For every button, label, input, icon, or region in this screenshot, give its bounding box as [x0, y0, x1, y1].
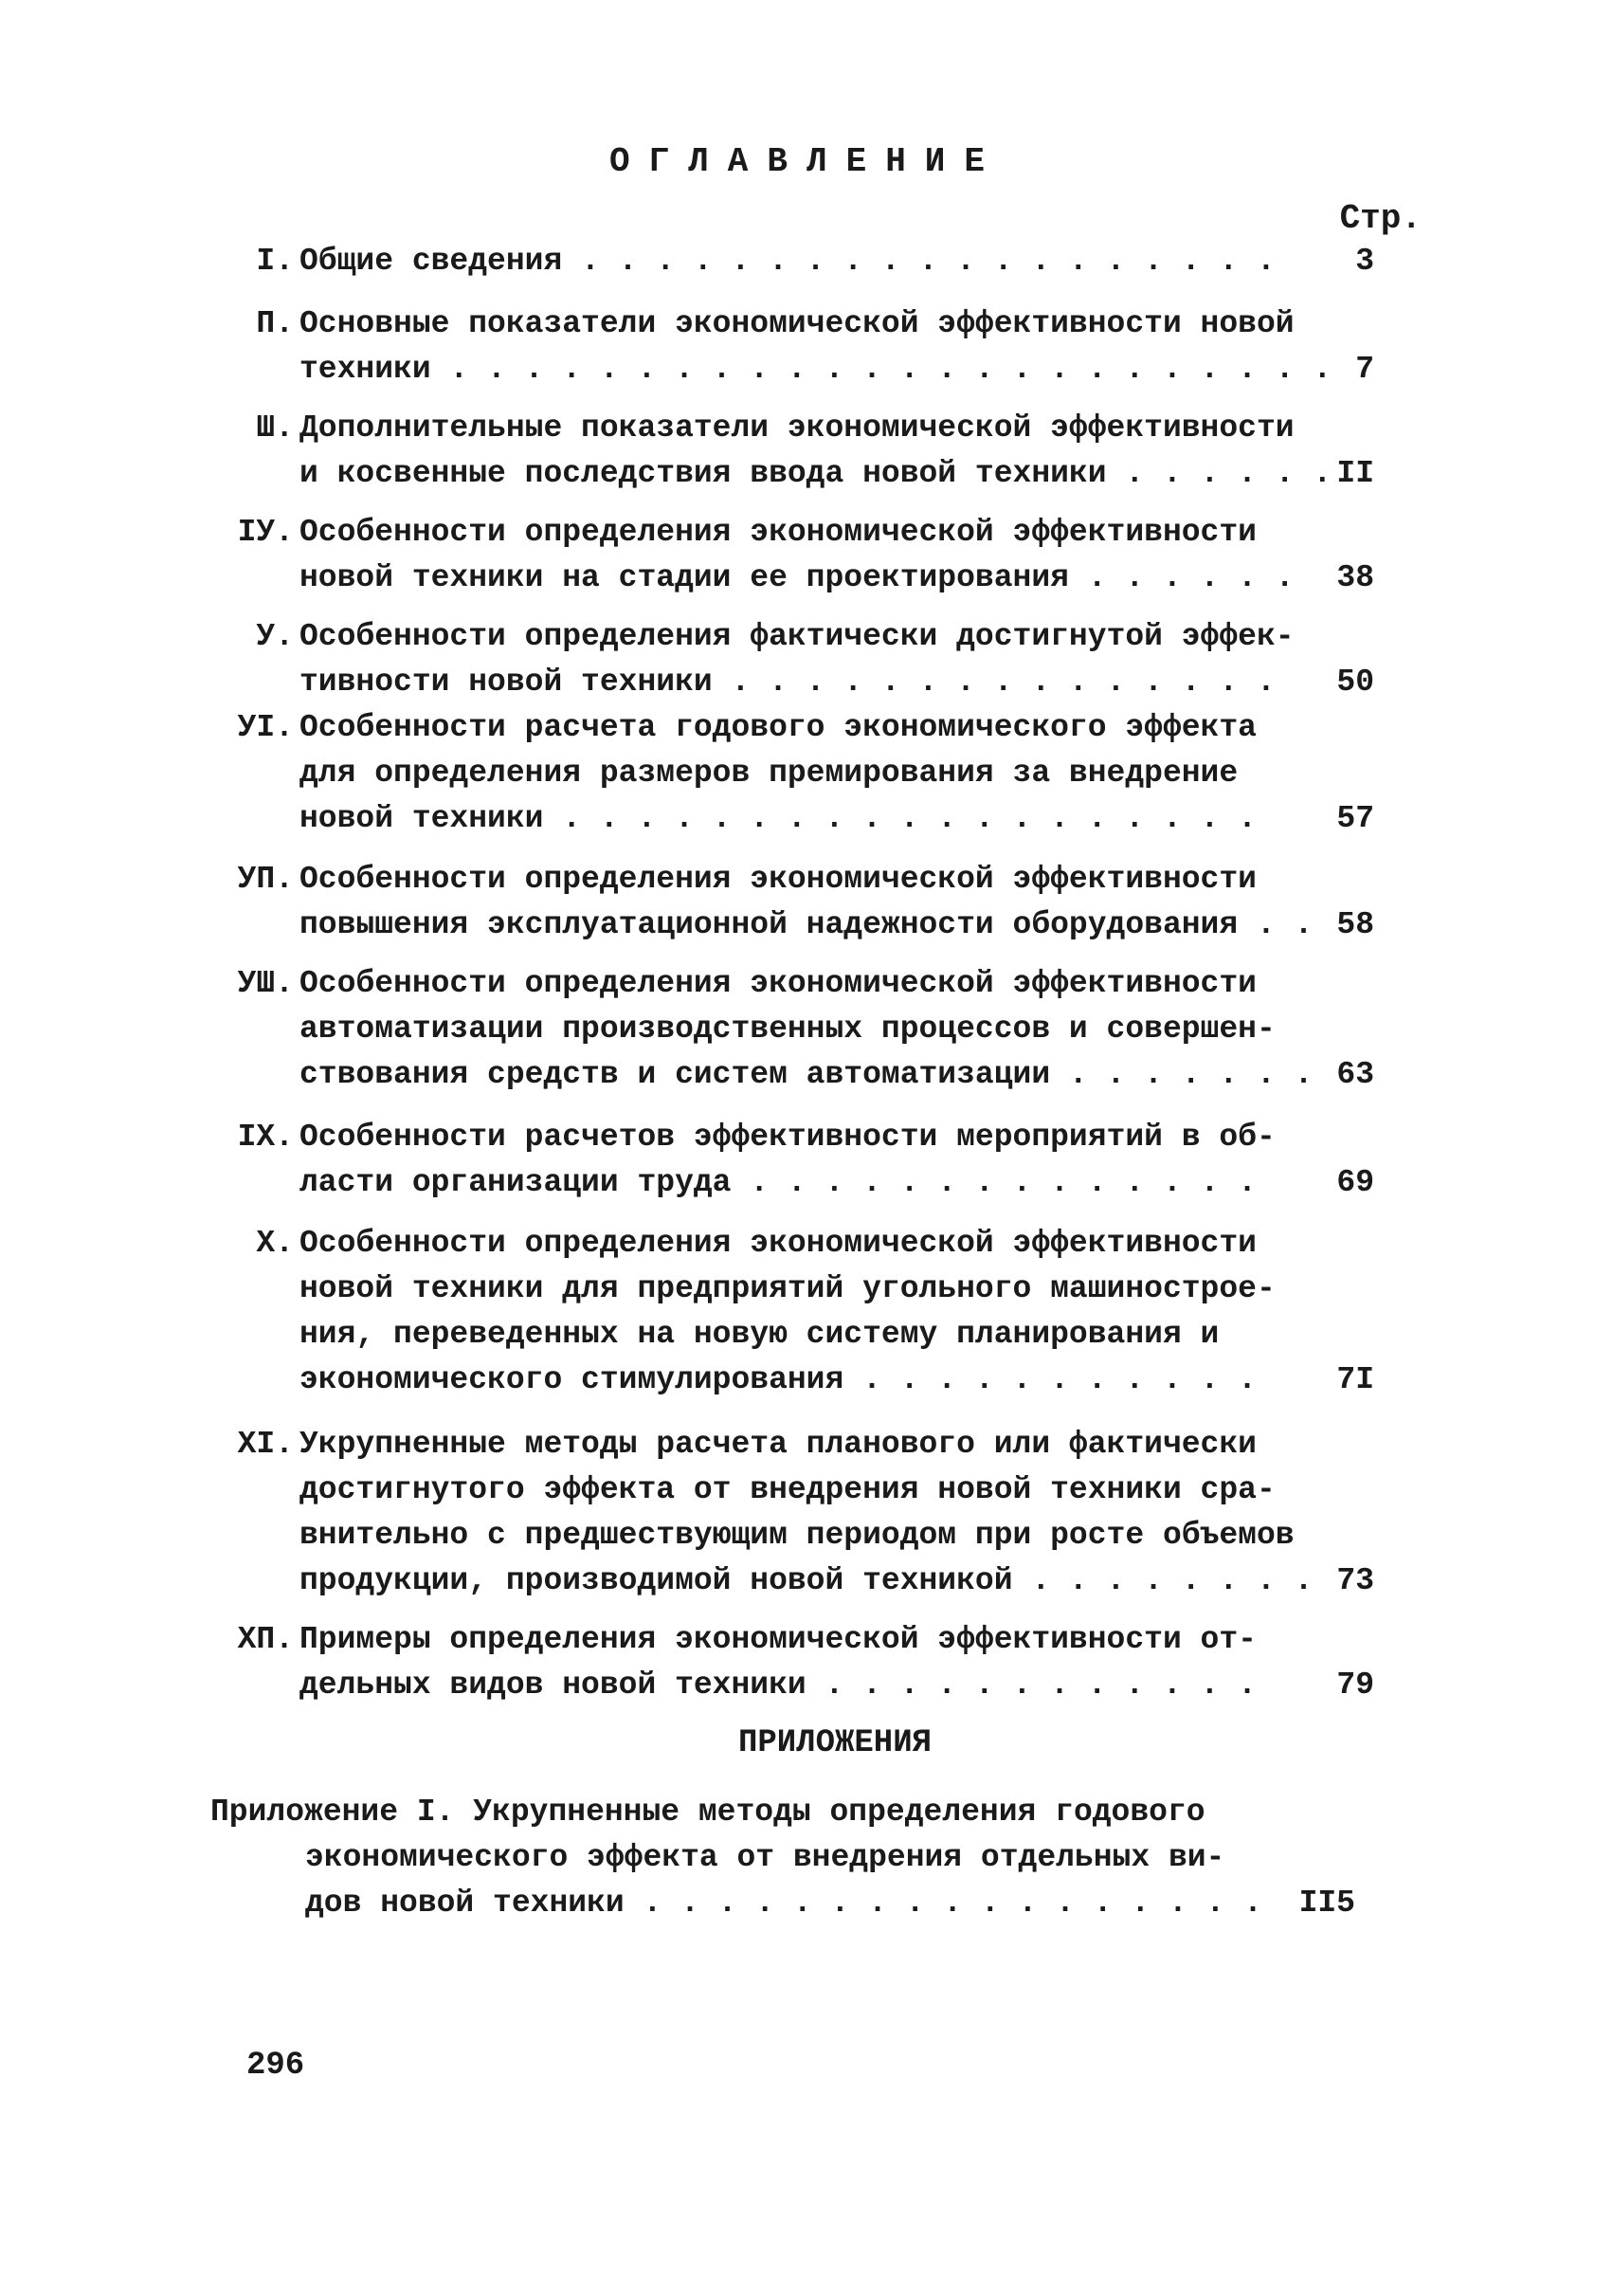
toc-entry-line: Дополнительные показатели экономической эффективности: [299, 410, 1295, 446]
toc-entry-line: Особенности расчетов эффективности мероприятий в об-: [299, 1120, 1276, 1155]
toc-entry-line: дельных видов новой техники . . . . . . . . . . . .: [299, 1667, 1257, 1703]
toc-entry-line: Особенности определения фактически достигнутой эффек-: [299, 619, 1295, 654]
toc-entry-line: новой техники для предприятий угольного машинострое-: [299, 1271, 1276, 1306]
toc-entry-line: Основные показатели экономической эффективности новой: [299, 306, 1295, 341]
toc-entry-page: 3: [1355, 244, 1374, 279]
page-number: 296: [246, 2048, 305, 2084]
toc-entry-number: IУ.: [237, 515, 294, 550]
toc-title: ОГЛАВЛЕНИЕ: [608, 142, 1005, 181]
toc-entry-page: 69: [1336, 1165, 1374, 1200]
toc-entry-number: УШ.: [237, 966, 294, 1001]
toc-entry-line: ствования средств и систем автоматизации . . . . . . .: [299, 1057, 1314, 1092]
toc-entry-line: новой техники . . . . . . . . . . . . . . . . . . .: [299, 801, 1257, 836]
toc-entry-line: Особенности определения экономической эффективности: [299, 515, 1257, 550]
appendix-line: дов новой техники . . . . . . . . . . . . . . . . .: [305, 1886, 1262, 1921]
toc-entry-number: У.: [256, 619, 294, 654]
toc-entry-line: внительно с предшествующим периодом при росте объемов: [299, 1518, 1295, 1553]
toc-entry-number: П.: [256, 306, 294, 341]
toc-entry-line: Особенности определения экономической эффективности: [299, 966, 1257, 1001]
toc-entry-page: 7: [1355, 352, 1374, 387]
toc-entry-page: 79: [1336, 1667, 1374, 1703]
toc-entry-line: Общие сведения . . . . . . . . . . . . . . . . . . .: [299, 244, 1276, 279]
toc-entry-page: 63: [1336, 1057, 1374, 1092]
toc-entry-line: Укрупненные методы расчета планового или фактически: [299, 1427, 1257, 1462]
toc-entry-line: достигнутого эффекта от внедрения новой техники сра-: [299, 1472, 1276, 1507]
toc-entry-line: техники . . . . . . . . . . . . . . . . . . . . . . . .: [299, 352, 1332, 387]
toc-entry-line: тивности новой техники . . . . . . . . . . . . . . .: [299, 665, 1276, 700]
toc-entry-line: Особенности определения экономической эффективности: [299, 862, 1257, 897]
toc-entry-line: Примеры определения экономической эффективности от-: [299, 1622, 1257, 1657]
toc-entry-line: продукции, производимой новой техникой . . . . . . . .: [299, 1563, 1314, 1598]
appendix-line: Приложение I. Укрупненные методы определения годового: [210, 1795, 1205, 1830]
toc-entry-page: 7I: [1336, 1362, 1374, 1397]
toc-entry-page: II: [1336, 456, 1374, 491]
toc-entry-page: 57: [1336, 801, 1374, 836]
toc-entry-page: 58: [1336, 907, 1374, 942]
toc-entry-page: 50: [1336, 665, 1374, 700]
appendix-page: II5: [1298, 1886, 1355, 1921]
toc-entry-page: 73: [1336, 1563, 1374, 1598]
toc-entry-line: новой техники на стадии ее проектирования . . . . . .: [299, 560, 1295, 595]
toc-entry-number: IX.: [237, 1120, 294, 1155]
toc-entry-line: для определения размеров премирования за внедрение: [299, 756, 1239, 791]
toc-entry-line: Особенности расчета годового экономического эффекта: [299, 710, 1257, 745]
toc-entry-line: ния, переведенных на новую систему планирования и: [299, 1317, 1220, 1352]
toc-entry-number: I.: [256, 244, 294, 279]
toc-entry-number: Ш.: [256, 410, 294, 446]
toc-entry-line: ласти организации труда . . . . . . . . . . . . . .: [299, 1165, 1257, 1200]
toc-entry-number: УI.: [237, 710, 294, 745]
toc-entry-number: XП.: [237, 1622, 294, 1657]
toc-entry-line: экономического стимулирования . . . . . . . . . . .: [299, 1362, 1257, 1397]
page-column-label: Стр.: [1339, 199, 1422, 238]
appendix-line: экономического эффекта от внедрения отдельных ви-: [305, 1840, 1225, 1875]
toc-entry-number: УП.: [237, 862, 294, 897]
toc-entry-line: автоматизации производственных процессов и совершен-: [299, 1011, 1276, 1047]
toc-entry-page: 38: [1336, 560, 1374, 595]
toc-entry-line: Особенности определения экономической эффективности: [299, 1226, 1257, 1261]
toc-entry-line: и косвенные последствия ввода новой техники . . . . . .: [299, 456, 1332, 491]
appendix-heading: ПРИЛОЖЕНИЯ: [737, 1725, 933, 1761]
toc-entry-line: повышения эксплуатационной надежности оборудования . .: [299, 907, 1314, 942]
toc-entry-number: X.: [256, 1226, 294, 1261]
toc-entry-number: XI.: [237, 1427, 294, 1462]
